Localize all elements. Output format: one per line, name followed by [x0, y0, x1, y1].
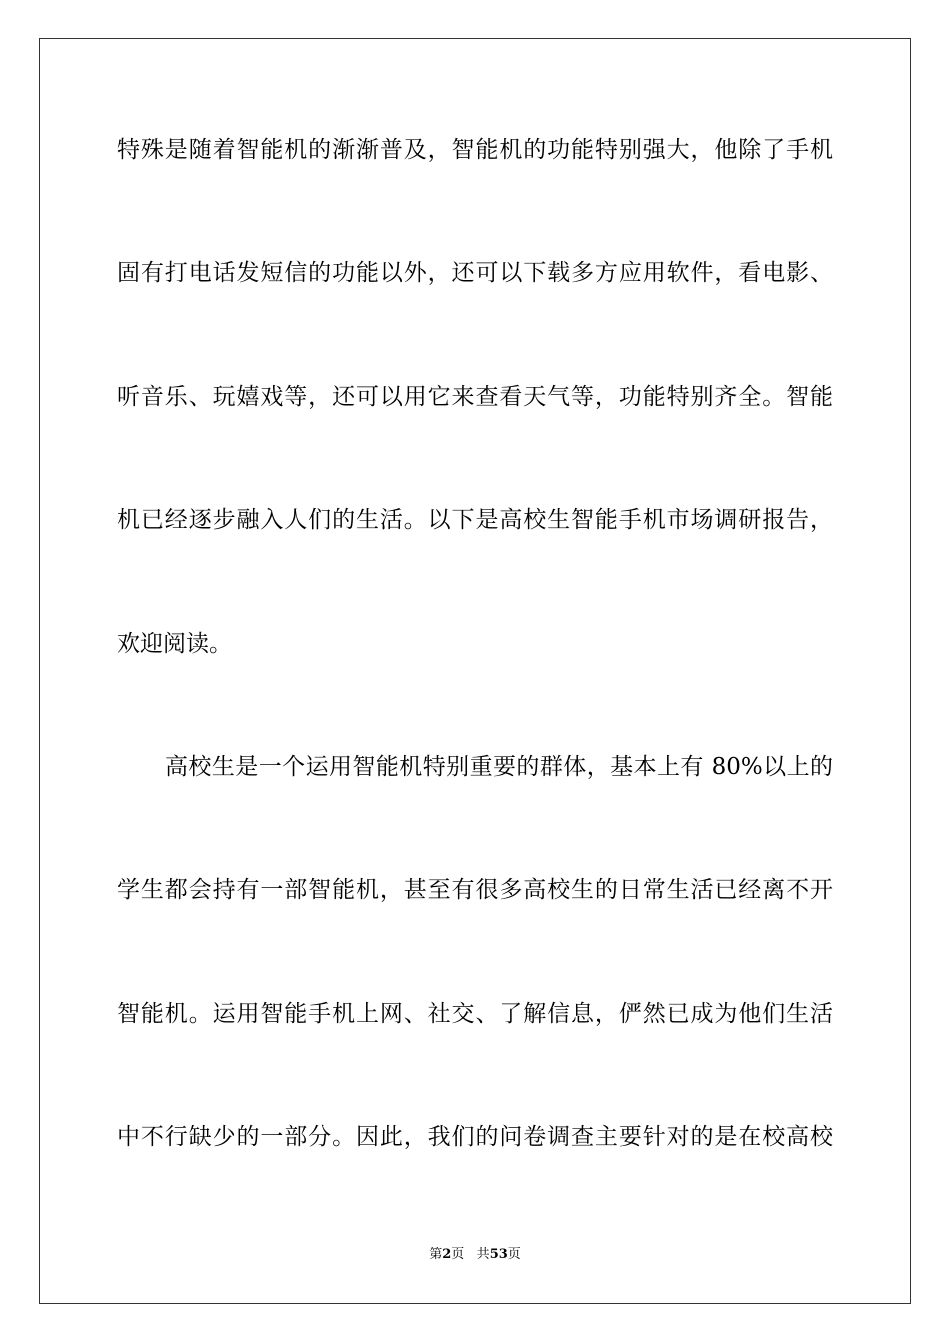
page-frame: [39, 38, 911, 1304]
body-line-9: 中不行缺少的一部分。因此，我们的问卷调查主要针对的是在校高校: [117, 1124, 833, 1150]
page-footer: [0, 1246, 950, 1264]
body-line-7: 学生都会持有一部智能机，甚至有很多高校生的日常生活已经离不开: [117, 877, 833, 903]
body-line-2: 固有打电话发短信的功能以外，还可以下载多方应用软件，看电影、: [117, 260, 833, 286]
body-line-6: 高校生是一个运用智能机特别重要的群体，基本上有 80%以上的: [165, 754, 833, 780]
body-line-4: 机已经逐步融入人们的生活。以下是高校生智能手机市场调研报告，: [117, 507, 833, 533]
body-line-5: 欢迎阅读。: [117, 631, 232, 657]
footer-total-prefix: 共: [476, 1247, 490, 1262]
footer-total-suffix: 页: [507, 1247, 521, 1262]
footer-page-number: 2: [442, 1247, 452, 1262]
footer-page-prefix: 第: [429, 1247, 443, 1262]
body-line-8: 智能机。运用智能手机上网、社交、了解信息，俨然已成为他们生活: [117, 1001, 833, 1027]
body-line-1: 特殊是随着智能机的渐渐普及，智能机的功能特别强大，他除了手机: [117, 137, 833, 163]
body-line-3: 听音乐、玩嬉戏等，还可以用它来查看天气等，功能特别齐全。智能: [117, 384, 833, 410]
footer-total-pages: 53: [489, 1247, 508, 1262]
footer-page-suffix: 页: [451, 1247, 465, 1262]
